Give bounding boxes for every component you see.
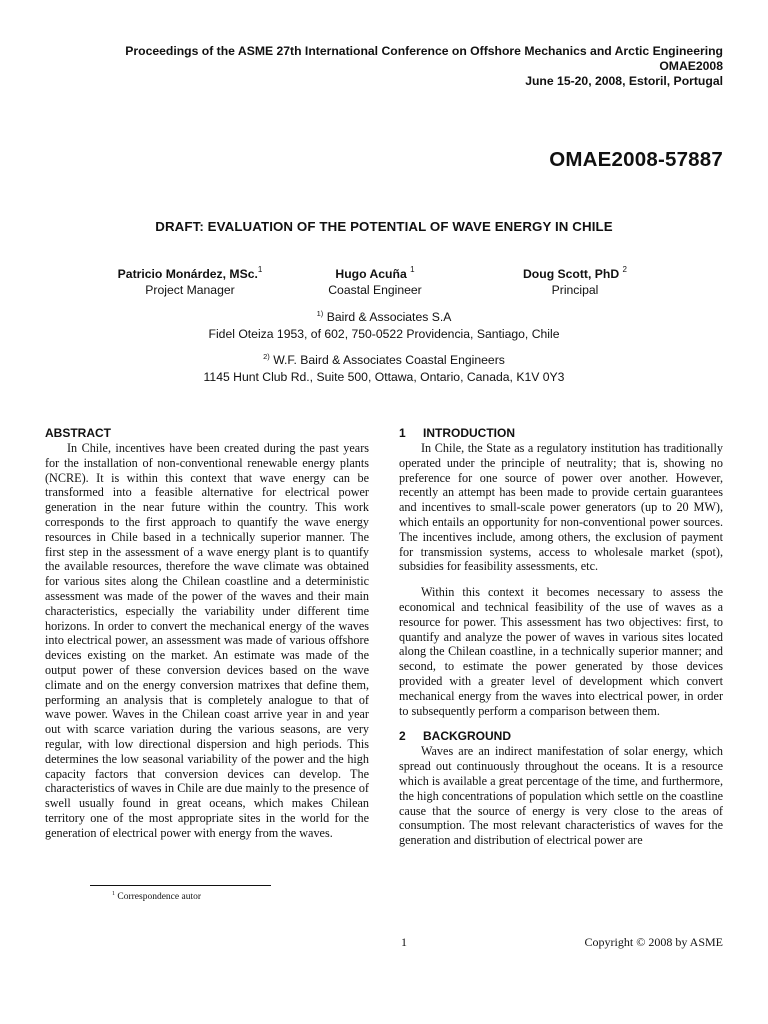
paper-id: OMAE2008-57887 [549,148,723,171]
footnote-mark: 1 [112,891,115,897]
author-name: Doug Scott, PhD [523,267,620,281]
author-1 [105,266,275,298]
affiliation-address: 1145 Hunt Club Rd., Suite 500, Ottawa, Ontario, Canada, K1V 0Y3 [203,370,565,384]
author-role: Coastal Engineer [328,283,422,297]
author-name: Patricio Monárdez, MSc. [117,267,258,281]
left-column [45,426,369,841]
footnote [112,892,201,902]
conference-header [125,44,723,89]
affiliation-org: W.F. Baird & Associates Coastal Engineers [273,353,505,367]
section-heading-background [399,729,723,744]
conference-date-location: June 15-20, 2008, Estoril, Portugal [525,74,723,88]
affiliation-org: Baird & Associates S.A [326,310,452,324]
section-heading-introduction [399,426,723,441]
abstract-heading: ABSTRACT [45,426,111,440]
abstract-text: In Chile, incentives have been created during the past years for the installation of non-conventional renewable energy plants (NCRE). It is within this context that wave energy can be transformed into a feasible alternative for electrical power generation in the near future within the country. This work corresponds to the first approach to quantify the wave energy resources in Chile based in a technically superior manner. The first step in the assessment of a wave energy plant is to quantify the available resources, therefore the wave climate was obtained for various sites along the Chilean coastline and a deterministic assessment was made of the power of the waves and their main characteristics, especially the variability under different time horizons. In order to convert the mechanical energy of the waves into electrical power, an assessment was made of various offshore devices existing on the market. An estimate was made of the output power of these conversion devices based on the wave climate and on the energy conversion matrixes that define them, performing an analysis that is completely analogue to that of wave power. Waves in the Chilean coast arrive year in and year out with scarce variation during the various seasons, are very regular, with low directional dispersion and high periods. This determines the low seasonal variability of the power and the high capacity factors that conversion devices can develop. The characteristics of waves in Chile are due mainly to the presence of swell usually found in great oceans, which makes Chilean territory one of the most appropriate sites in the world for the generation of electrical power with energy from the waves. [45,441,369,840]
author-role: Project Manager [145,283,235,297]
section-title: INTRODUCTION [423,426,515,440]
affiliation-1 [0,309,768,343]
affiliation-mark: 1) [316,309,324,318]
affiliation-mark: 2) [263,352,270,361]
copyright-notice: Copyright © 2008 by ASME [584,935,723,949]
author-role: Principal [551,283,599,297]
right-column [399,426,723,848]
section-number: 2 [399,729,406,744]
affiliation-address: Fidel Oteiza 1953, of 602, 750-0522 Providencia, Santiago, Chile [208,327,560,341]
footnote-divider [90,885,271,886]
footnote-text: Correspondence autor [117,892,201,902]
author-name: Hugo Acuña [335,267,407,281]
author-2 [305,266,445,298]
background-paragraph-1: Waves are an indirect manifestation of solar energy, which spread out continuously throughout the oceans. It is a resource which is available a great percentage of the time, and furthermore, the high concentrations of population which settle on the coastline cause that the source of energy is very close to the areas of consumption. The most relevant characteristics of waves for the generation and distribution of electrical power are [399,744,723,848]
section-number: 1 [399,426,406,440]
conference-name: Proceedings of the ASME 27th International Conference on Offshore Mechanics and Arctic Engineering [125,44,723,58]
intro-paragraph-2: Within this context it becomes necessary to assess the economical and technical feasibility of the use of waves as a resource for power. This assessment has two objectives: first, to quantify and analyze the power of waves in various sites located along the Chilean coastline, in a technically superior manner; and second, to estimate the power generated by those devices provided with a greater level of development which convert mechanical energy from the waves into electrical power, in order to subsequently perform a comparison between them. [399,585,723,718]
affiliation-2 [0,352,768,386]
author-affiliation-mark: 1 [257,265,263,274]
author-affiliation-mark: 1 [410,265,415,274]
intro-paragraph-1: In Chile, the State as a regulatory institution has traditionally operated under the principle of neutrality; that is, showing no preference for one source of power over another. However, recently an attempt has been made to provide certain guarantees and incentives to small-scale power generators (up to 20 MW), which entails an opportunity for non-conventional power sources. The incentives include, among others, the exclusion of payment for transmission systems, access to wholesale market (spot), subsidies for feasibility assessments, etc. [399,441,723,574]
author-affiliation-mark: 2 [622,265,627,274]
paper-title: DRAFT: EVALUATION OF THE POTENTIAL OF WAVE ENERGY IN CHILE [155,219,613,234]
page-number: 1 [401,935,407,949]
author-3 [505,266,645,298]
section-title: BACKGROUND [423,729,511,744]
conference-acronym: OMAE2008 [659,59,723,73]
